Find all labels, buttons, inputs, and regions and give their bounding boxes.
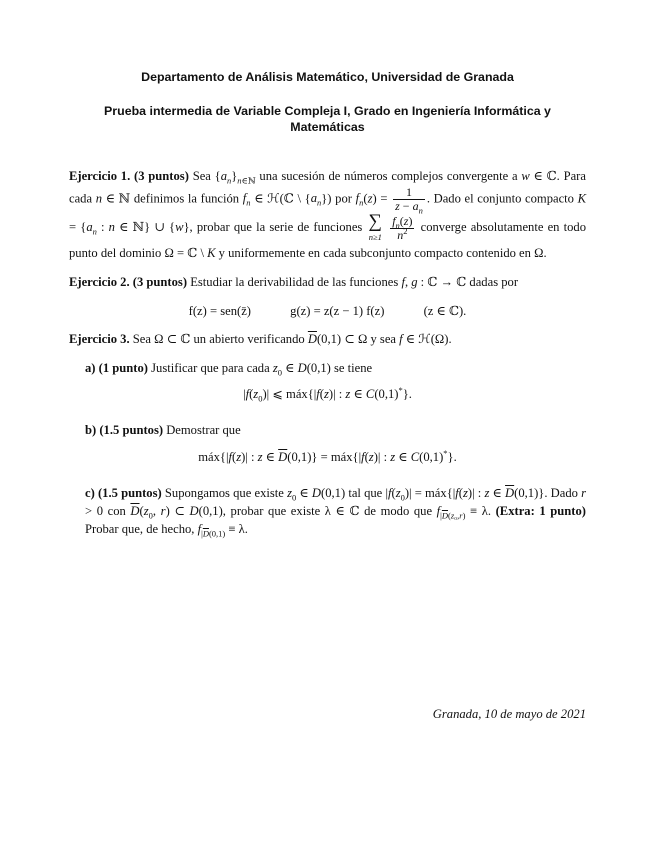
exercise-3-label: Ejercicio 3. <box>69 332 130 346</box>
department-heading: Departamento de Análisis Matemático, Universidad de Granada <box>141 70 514 84</box>
exam-title: Prueba intermedia de Variable Compleja I, Grado en Ingeniería Informática y Matemáticas <box>104 104 551 134</box>
exercise-3a-formula: $|f(z_0)|$ ⩽ máx{|f(z)| : z ∈ C(0,1)*}. <box>243 384 412 404</box>
exercise-3: Ejercicio 3. Sea Ω ⊂ ℂ un abierto verificando $\overline{D}(0,1)$ ⊂ Ω y sea f ∈ ℋ(Ω). <box>69 332 452 346</box>
exercise-2: Ejercicio 2. (3 puntos) Estudiar la derivabilidad de las funciones f, g : ℂ → ℂ dadas por <box>69 275 519 289</box>
exercise-2-label: Ejercicio 2. <box>69 275 130 289</box>
exercise-1-label: Ejercicio 1. <box>69 169 131 183</box>
sum-symbol: ∑ n≥1 <box>368 211 383 242</box>
exercise-2-points: (3 puntos) <box>132 275 188 289</box>
signoff-date: Granada, 10 de mayo de 2021 <box>432 707 586 721</box>
extra-points: (Extra: 1 punto) <box>495 504 586 518</box>
fraction-fn: $\frac{1}{z - a_n}$ <box>395 185 423 216</box>
exercise-3b: b) (1.5 puntos) Demostrar que <box>85 423 241 437</box>
exercise-2-formula: f(z) = sen(z̄) g(z) = z(z − 1) f(z) (z ∈ ℂ). <box>188 304 467 318</box>
exercise-3c: c) (1.5 puntos) Supongamos que existe $z_0$ ∈ D(0,1) tal que $|f(z_0)|$ = máx{|f(z)| : z ∈ $\overline{D}(0,1)$}. Dado r > 0 con $\overline{D}(z_0$, r) ⊂ D(0,1), probar que existe λ ∈ ℂ de modo que $f_{|\overline{D}(z_0,r)} \equiv \lambda$. (Extra: 1 punto) Probar que, de hecho, $f_{|\overline{D}(0,1)} \equiv \lambda$. <box>85 486 587 539</box>
exercise-1-points: (3 puntos) <box>134 169 189 183</box>
exercise-3b-formula: máx{|f(z)| : z ∈ $\overline{D}(0,1)$} = máx{|f(z)| : z ∈ C(0,1)*}. <box>198 447 457 464</box>
exercise-1: Ejercicio 1. (3 puntos) Sea $\{a_n\}_{n\in ℕ}$ una sucesión de números complejos convergente a w ∈ ℂ. Para cada n ∈ ℕ definimos la función $f_n$ ∈ ℋ(ℂ \ $\{a_n\}$) por $f_n(z)$ = $\frac{1}{z - a_n}$ . Dado el conjunto compacto $K = \{a_n$ : n ∈ ℕ} ∪ {w}, probar que la serie de funciones ∑ n≥1 $\frac{f_n(z)}{n^2}$ converge absolutamente en todo punto del dominio Ω = ℂ \ K y uniformemente en cada subconjunto compacto contenido en Ω. <box>69 169 587 260</box>
exercise-3c-label: c) <box>85 486 95 500</box>
exercise-3b-label: b) <box>85 423 97 437</box>
fraction-series: $\frac{f_n(z)}{n^2}$ <box>392 213 413 242</box>
exercise-3a-label: a) <box>85 361 96 375</box>
exercise-3a: a) (1 punto) Justificar que para cada $z_0$ ∈ D(0,1) se tiene <box>85 361 373 378</box>
